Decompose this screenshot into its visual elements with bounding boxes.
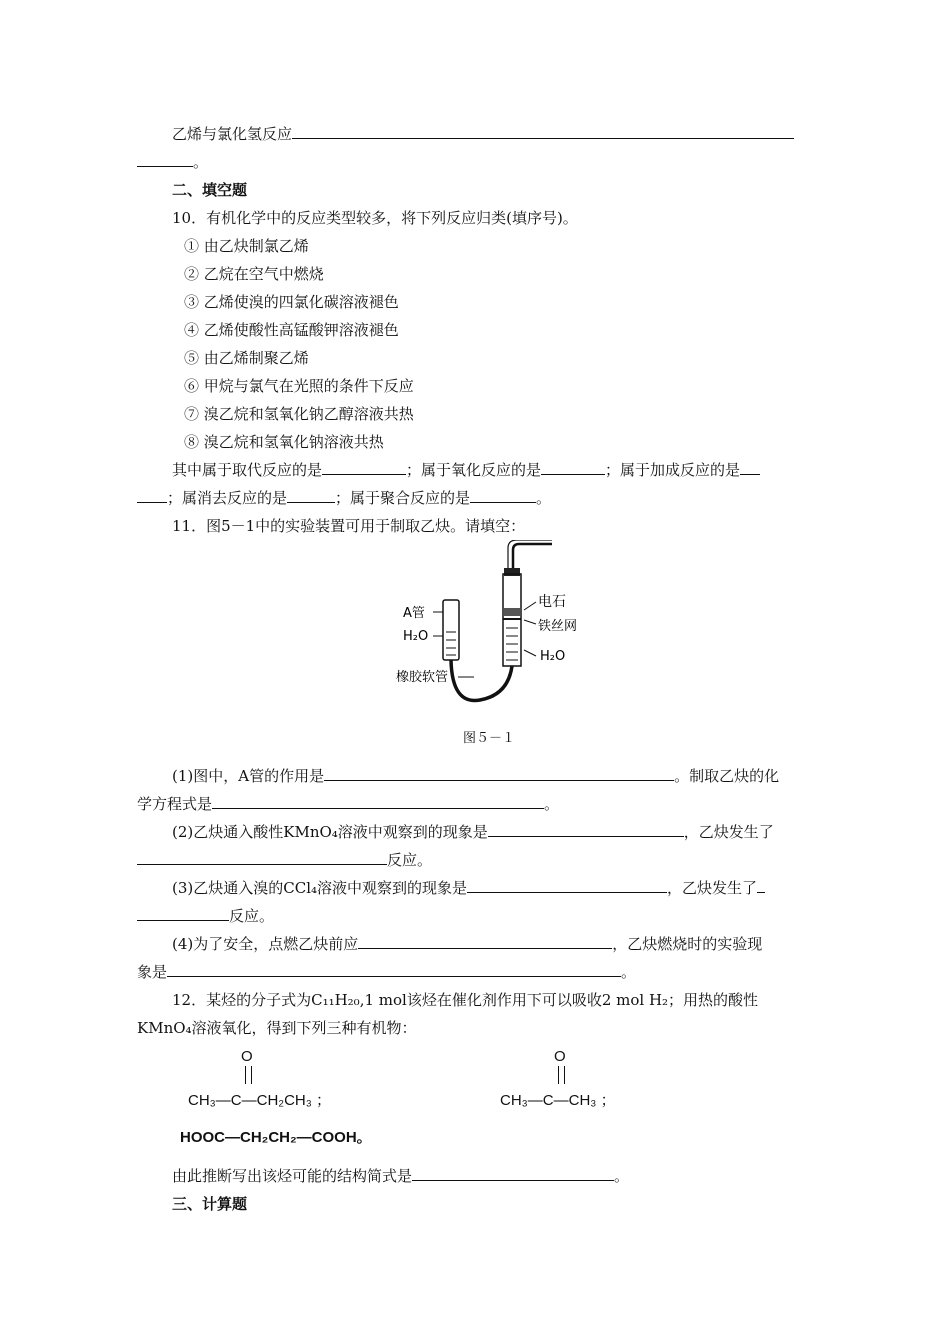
q10-item-6: ⑥ 甲烷与氯气在光照的条件下反应 [184,377,414,395]
label-calcium-carbide: 电石 [538,594,566,610]
q11-part1-line2: 学方程式是 。 [137,795,560,813]
delivery-tube [513,544,552,572]
stopper [504,568,520,576]
q10-item-2: ② 乙烷在空气中燃烧 [184,265,324,283]
answer-blank-bromine-reaction[interactable] [757,878,765,893]
q10-item-1: ① 由乙炔制氯乙烯 [184,237,309,255]
q11-part2-line2: 反应。 [137,850,432,870]
answer-blank-bromine-reaction-cont[interactable] [137,906,229,921]
answer-blank-oxidation[interactable] [541,460,605,475]
answer-blank-a-tube-purpose[interactable] [324,766,674,781]
answer-blank-kmno4-phenomenon[interactable] [488,822,684,837]
section-title-fill-in: 二、填空题 [172,181,248,199]
q10-item-8: ⑧ 溴乙烷和氢氧化钠溶液共热 [184,433,384,451]
q10-answer-line2: ；属消去反应的是 ；属于聚合反应的是 。 [137,488,551,508]
compound1-oxygen: O [241,1048,253,1065]
q10-item-3: ③ 乙烯使溴的四氯化碳溶液褪色 [184,293,399,311]
water-right [506,628,518,660]
answer-blank-kmno4-reaction[interactable] [137,850,387,865]
compound1-formula: CH₃—C—CH₂CH₃ ； [188,1092,332,1109]
q11-part4-line2: 象是 。 [137,963,637,981]
answer-blank-safety[interactable] [358,934,612,949]
answer-blank-structure[interactable] [412,1166,614,1181]
q11-part3-line1: (3)乙炔通入溴的CCl₄溶液中观察到的现象是 ，乙炔发生了 [172,878,765,898]
compound1-double-bond [245,1066,252,1084]
figure-caption: 图５－１ [463,731,516,746]
q11-stem: 11．图5－1中的实验装置可用于制取乙炔。请填空： [172,517,526,535]
q11-part1-line1: (1)图中，A管的作用是 。制取乙炔的化 [172,767,780,785]
q11-part4-line1: (4)为了安全，点燃乙炔前应 ，乙炔燃烧时的实验现 [172,935,763,953]
label-wire-mesh: 铁丝网 [538,619,578,634]
answer-blank[interactable] [292,124,794,139]
q10-item-4: ④ 乙烯使酸性高锰酸钾溶液褪色 [184,321,399,339]
answer-blank-combustion[interactable] [167,962,621,977]
label-a-tube: A管 [403,606,425,621]
compound3-formula: HOOC—CH₂CH₂—COOH。 [180,1129,372,1146]
answer-blank-substitution[interactable] [322,460,406,475]
q11-part3-line2: 反应。 [137,906,274,926]
q12-stem-line2: KMnO₄溶液氧化，得到下列三种有机物： [137,1019,417,1037]
q10-item-7: ⑦ 溴乙烷和氢氧化钠乙醇溶液共热 [184,405,414,423]
q12-conclusion: 由此推断写出该烃可能的结构简式是 。 [172,1167,630,1185]
answer-blank-addition[interactable] [740,460,760,475]
q10-stem: 10．有机化学中的反应类型较多，将下列反应归类(填序号)。 [172,209,578,227]
acetylene-apparatus-figure [380,540,620,720]
label-rubber-tube: 橡胶软管 [396,670,449,685]
label-h2o-left: H₂O [403,629,429,644]
section-title-calculation: 三、计算题 [172,1195,248,1213]
q9-tail-text: 乙烯与氯化氢反应 [172,125,293,143]
answer-blank-polymerization[interactable] [470,488,536,503]
q10-answer-line1: 其中属于取代反应的是 ；属于氧化反应的是 ；属于加成反应的是 [172,460,760,480]
answer-blank-equation[interactable] [212,794,544,809]
label-h2o-right: H₂O [540,649,566,664]
compound2-double-bond [558,1066,565,1084]
q11-part2-line1: (2)乙炔通入酸性KMnO₄溶液中观察到的现象是 ，乙炔发生了 [172,823,774,841]
compound2-oxygen: O [554,1048,566,1065]
compound2-formula: CH₃—C—CH₃ ； [500,1092,616,1109]
water-left [446,632,456,655]
calcium-carbide [504,608,520,616]
answer-blank-bromine-phenomenon[interactable] [467,878,667,893]
answer-blank-elimination[interactable] [287,488,335,503]
q9-tail-line2: 。 [137,152,208,172]
answer-blank-addition-cont[interactable] [137,488,167,503]
q12-stem-line1: 12．某烃的分子式为C₁₁H₂₀,1 mol该烃在催化剂作用下可以吸收2 mol H₂；用热的酸性 [172,991,759,1009]
q10-item-5: ⑤ 由乙烯制聚乙烯 [184,349,309,367]
tube-a [443,600,459,660]
q9-tail-line [172,124,794,144]
answer-blank[interactable] [137,152,193,167]
